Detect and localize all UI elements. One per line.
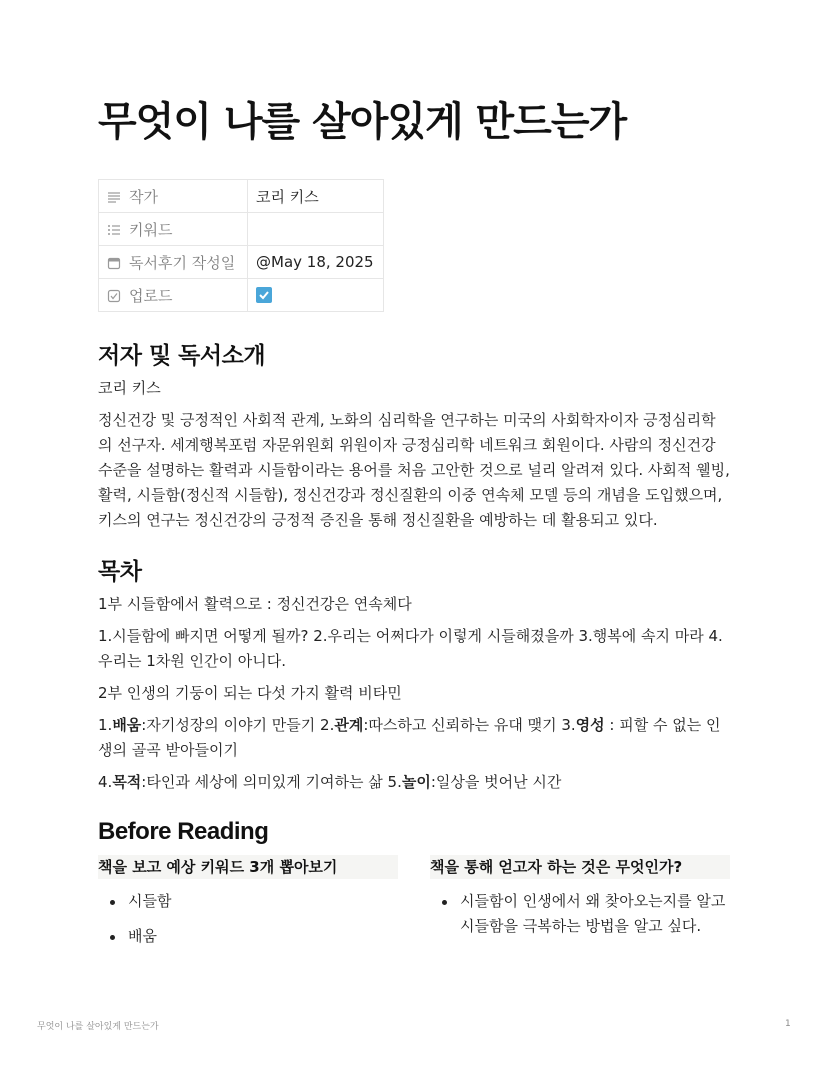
- section-heading-author: 저자 및 독서소개: [98, 343, 266, 369]
- property-key: [99, 246, 248, 279]
- property-label: 작가: [129, 187, 158, 206]
- property-row-keywords: [99, 213, 384, 246]
- toc-bold: 관계: [334, 716, 364, 734]
- property-label: 키워드: [129, 220, 173, 239]
- toc-part2-items-b: [98, 770, 730, 795]
- toc-part2: 2부 인생의 기둥이 되는 다섯 가지 활력 비타민: [98, 684, 402, 702]
- column-heading: 책을 보고 예상 키워드 3개 뽑아보기: [98, 855, 398, 879]
- toc-text: :타인과 세상에 의미있게 기여하는 삶 5.: [141, 773, 402, 791]
- toc-text: :일상을 벗어난 시간: [430, 773, 562, 791]
- toc-text: :따스하고 신뢰하는 유대 맺기 3.: [363, 716, 576, 734]
- checkbox-icon: [107, 289, 121, 303]
- toc-text: : 피할 수 없는 인생의 골곡 받아들이기: [98, 716, 721, 759]
- keyword-list: [98, 889, 398, 949]
- property-value[interactable]: @May 18, 2025: [248, 246, 384, 279]
- list-item: 배움: [98, 924, 398, 949]
- toc-bold: 영성: [575, 716, 605, 734]
- property-label: 업로드: [129, 286, 173, 305]
- properties-table: [98, 179, 384, 312]
- property-key: [99, 180, 248, 213]
- property-row-date: [99, 246, 384, 279]
- column-heading: 책을 통해 얻고자 하는 것은 무엇인가?: [430, 855, 730, 879]
- author-name: 코리 키스: [98, 379, 161, 397]
- toc-bold: 배움: [112, 716, 142, 734]
- toc-bold: 놀이: [401, 773, 431, 791]
- toc-part1: 1부 시들함에서 활력으로 : 정신건강은 연속체다: [98, 595, 412, 613]
- checked-checkbox[interactable]: [256, 287, 272, 303]
- text-lines-icon: [107, 190, 121, 204]
- toc-part2-items-a: [98, 713, 730, 763]
- toc-text: :자기성장의 이야기 만들기 2.: [141, 716, 335, 734]
- page-title: 무엇이 나를 살아있게 만드는가: [98, 99, 627, 145]
- toc-text: 1.: [98, 716, 113, 734]
- calendar-icon: [107, 256, 121, 270]
- list-item: 시들함이 인생에서 왜 찾아오는지를 알고 시들함을 극복하는 방법을 알고 싶다.: [430, 889, 730, 939]
- list-item: 시들함: [98, 889, 398, 914]
- before-reading-left-column: [98, 855, 398, 959]
- section-heading-toc: 목차: [98, 559, 142, 585]
- footer-page-number: 1: [785, 1019, 791, 1029]
- property-value[interactable]: [248, 213, 384, 246]
- toc-text: 4.: [98, 773, 113, 791]
- property-key: [99, 279, 248, 312]
- goal-list: [430, 889, 730, 939]
- section-heading-before-reading: Before Reading: [98, 818, 269, 845]
- author-bio: 정신건강 및 긍정적인 사회적 관계, 노화의 심리학을 연구하는 미국의 사회학자이자 긍정심리학의 선구자. 세계행복포럼 자문위원회 위원이자 긍정심리학 네트워크 회원이다. 사람의 정신건강 수준을 설명하는 활력과 시들함이라는 용어를 처음 고안한 것으로 널리 알려져 있다. 사회적 웰빙, 활력, 시들함(정신적 시들함), 정신건강과 정신질환의 이중 연속체 모델 등의 개념을 도입했으며, 키스의 연구는 정신건강의 긍정적 증진을 통해 정신질환을 예방하는 데 활용되고 있다.: [98, 411, 730, 529]
- list-icon: [107, 223, 121, 237]
- footer-doc-title: 무엇이 나를 살아있게 만드는가: [37, 1022, 159, 1032]
- property-key: [99, 213, 248, 246]
- property-row-author: [99, 180, 384, 213]
- property-value[interactable]: 코리 키스: [248, 180, 384, 213]
- before-reading-right-column: [430, 855, 730, 939]
- toc-part1-items: 1.시들함에 빠지면 어떻게 될까? 2.우리는 어쩌다가 이렇게 시들해졌을까 3.행복에 속지 마라 4.우리는 1차원 인간이 아니다.: [98, 627, 723, 670]
- toc-bold: 목적: [112, 773, 142, 791]
- property-row-upload: [99, 279, 384, 312]
- property-value[interactable]: [248, 279, 384, 312]
- property-label: 독서후기 작성일: [129, 253, 236, 272]
